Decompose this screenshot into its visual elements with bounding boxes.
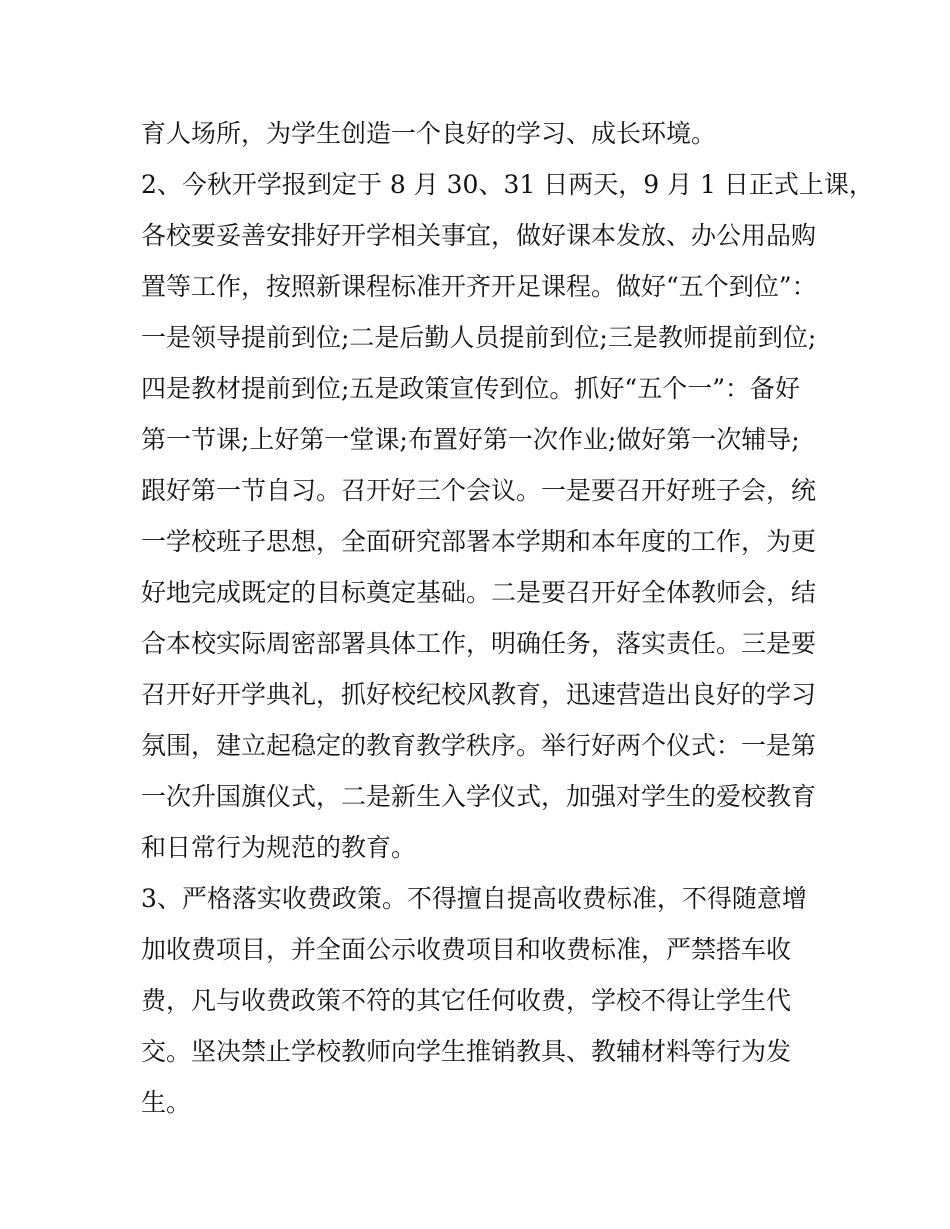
text-line: 一是领导提前到位;二是后勤人员提前到位;三是教师提前到位; [141,323,817,352]
body-text [141,108,874,1128]
text-line: 交。坚决禁止学校教师向学生推销教具、教辅材料等行为发 [141,1037,792,1066]
text-line: 第一节课;上好第一堂课;布置好第一次作业;做好第一次辅导; [141,425,800,454]
text-line: 氛围，建立起稳定的教育教学秩序。举行好两个仪式：一是第 [141,731,817,760]
text-line: 各校要妥善安排好开学相关事宜，做好课本发放、办公用品购 [141,221,817,250]
text-line: 一次升国旗仪式，二是新生入学仪式，加强对学生的爱校教育 [141,782,817,811]
text-line: 一学校班子思想，全面研究部署本学期和本年度的工作，为更 [141,527,817,556]
text-line: 置等工作，按照新课程标准开齐开足课程。做好“五个到位”： [141,272,817,301]
text-line: 2、今秋开学报到定于 8 月 30、31 日两天，9 月 1 日正式上课， [141,170,874,199]
text-line: 3、严格落实收费政策。不得擅自提高收费标准，不得随意增 [141,884,807,913]
text-line: 召开好开学典礼，抓好校纪校风教育，迅速营造出良好的学习 [141,680,817,709]
text-line: 和日常行为规范的教育。 [141,833,417,862]
text-line: 生。 [141,1088,192,1117]
text-line: 育人场所，为学生创造一个良好的学习、成长环境。 [141,119,717,148]
text-line: 好地完成既定的目标奠定基础。二是要召开好全体教师会，结 [141,578,817,607]
text-line: 四是教材提前到位;五是政策宣传到位。抓好“五个一”：备好 [141,374,800,403]
text-line: 费，凡与收费政策不符的其它任何收费，学校不得让学生代 [141,986,792,1015]
text-line: 加收费项目，并全面公示收费项目和收费标准，严禁搭车收 [141,935,792,964]
text-line: 跟好第一节自习。召开好三个会议。一是要召开好班子会，统 [141,476,817,505]
text-line: 合本校实际周密部署具体工作，明确任务，落实责任。三是要 [141,629,817,658]
